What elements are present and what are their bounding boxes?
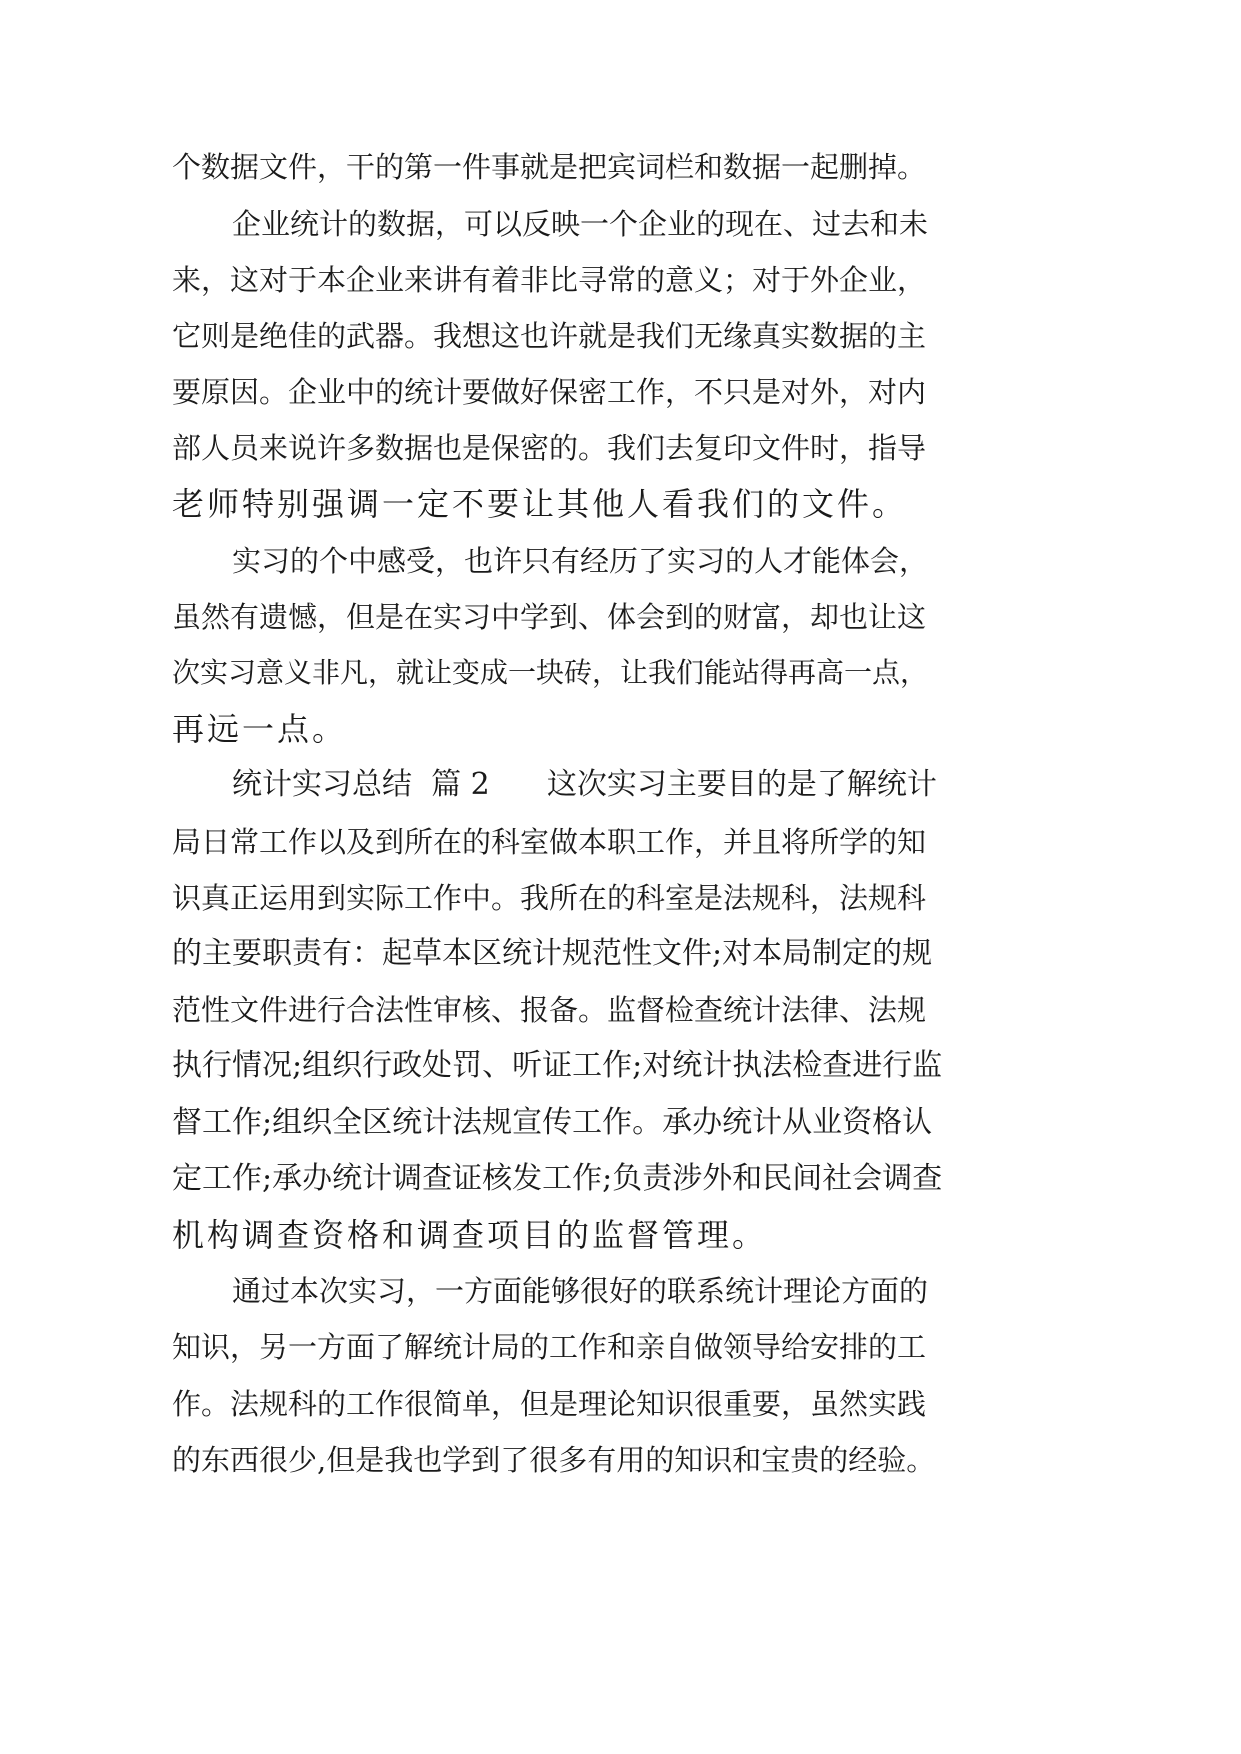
text-line: 定工作;承办统计调查证核发工作;负责涉外和民间社会调查 [172,1161,943,1196]
text-line: 通过本次实习，一方面能够很好的联系统计理论方面的 [232,1274,929,1308]
text-line: 局日常工作以及到所在的科室做本职工作，并且将所学的知 [172,825,927,859]
text-line: 的主要职责有：起草本区统计规范性文件;对本局制定的规 [172,936,933,971]
text-line: 企业统计的数据，可以反映一个企业的现在、过去和未 [232,207,929,241]
text-line: 老师特别强调一定不要让其他人看我们的文件。 [172,485,908,523]
text-line: 再远一点。 [172,710,348,748]
text-line: 实习的个中感受，也许只有经历了实习的人才能体会， [232,544,929,578]
text-line: 督工作;组织全区统计法规宣传工作。承办统计从业资格认 [172,1105,933,1140]
text-line: 统计实习总结 篇 2 这次实习主要目的是了解统计 [232,767,937,802]
text-line: 机构调查资格和调查项目的监督管理。 [172,1216,768,1254]
text-line: 它则是绝佳的武器。我想这也许就是我们无缘真实数据的主 [172,319,927,353]
text-line: 执行情况;组织行政处罚、听证工作;对统计执法检查进行监 [172,1048,943,1083]
text-line: 要原因。企业中的统计要做好保密工作，不只是对外，对内 [172,375,927,409]
text-line: 范性文件进行合法性审核、报备。监督检查统计法律、法规 [172,993,927,1027]
text-line: 次实习意义非凡，就让变成一块砖，让我们能站得再高一点， [172,656,929,689]
text-line: 来，这对于本企业来讲有着非比寻常的意义；对于外企业， [172,263,927,297]
text-line: 部人员来说许多数据也是保密的。我们去复印文件时，指导 [172,431,927,465]
text-line: 个数据文件，干的第一件事就是把宾词栏和数据一起删掉。 [172,150,927,184]
text-line: 作。法规科的工作很简单，但是理论知识很重要，虽然实践 [172,1387,927,1421]
text-line: 的东西很少,但是我也学到了很多有用的知识和宝贵的经验。 [172,1443,936,1477]
text-line: 知识，另一方面了解统计局的工作和亲自做领导给安排的工 [172,1330,927,1364]
text-line: 识真正运用到实际工作中。我所在的科室是法规科，法规科 [172,881,927,915]
text-line: 虽然有遗憾，但是在实习中学到、体会到的财富，却也让这 [172,600,927,634]
